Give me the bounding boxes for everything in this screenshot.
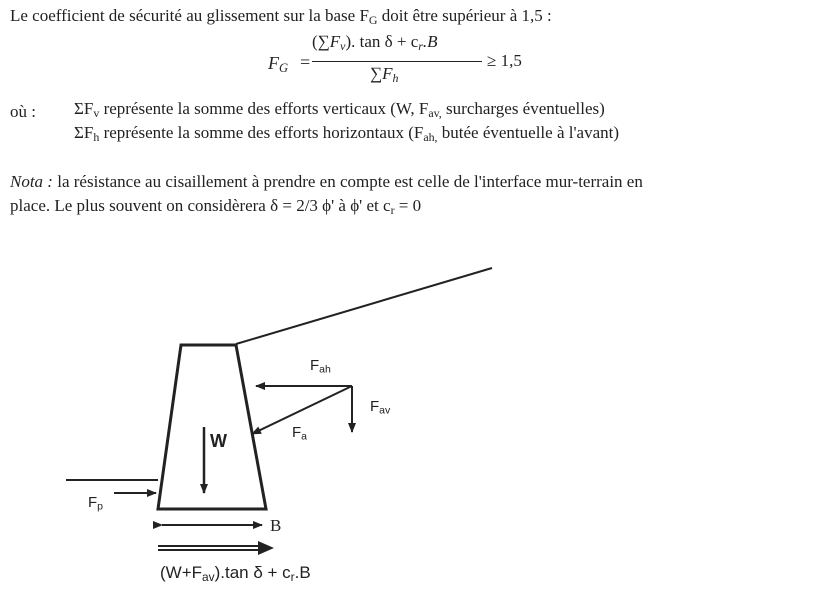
num-sigma: (∑	[312, 32, 330, 51]
den-f: F	[382, 64, 393, 83]
ou-l1-mid: représente la somme des efforts verticaux (W, F	[99, 99, 429, 118]
den-sigma: ∑	[370, 64, 383, 83]
label-fav-sub: av	[379, 404, 391, 417]
nota-end: = 0	[394, 196, 422, 215]
ou-l2-sub2: ah,	[423, 129, 438, 144]
resistance-arrowhead	[258, 541, 274, 555]
formula-lhs-sub: G	[279, 61, 289, 76]
ou-l2-end: butée éventuelle à l'avant)	[437, 123, 620, 142]
ou-l2-pre: ΣF	[74, 123, 94, 142]
label-fah	[310, 357, 331, 376]
label-fp-sub: p	[97, 500, 104, 513]
num-c-sub: r	[418, 38, 423, 53]
formula-inequality: ≥ 1,5	[487, 51, 522, 70]
label-fav-f: F	[370, 398, 380, 415]
intro-end: doit être supérieur à 1,5 :	[377, 6, 552, 25]
nota-sub: r	[390, 202, 395, 217]
ou-l1-sub2: av,	[428, 105, 442, 120]
formula-lhs-f: F	[268, 53, 279, 73]
label-fa-f: F	[292, 424, 302, 441]
wall-section	[158, 345, 266, 509]
num-end: .B	[422, 32, 438, 51]
den-f-sub: h	[392, 70, 399, 85]
num-f-sub: v	[340, 38, 346, 53]
label-resistance	[160, 563, 311, 584]
res-mid: ).tan δ + c	[214, 563, 291, 582]
num-f: F	[329, 32, 341, 51]
label-fah-f: F	[310, 357, 320, 374]
ou-l2-mid: représente la somme des efforts horizontaux (F	[99, 123, 424, 142]
ou-label: où :	[10, 102, 36, 121]
res-sub2: r	[290, 569, 295, 584]
res-sub: av	[202, 569, 215, 584]
nota-text-2: place. Le plus souvent on considèrera δ = 2/3 ϕ' à ϕ' et c	[10, 196, 391, 215]
nota-label: Nota :	[10, 172, 53, 191]
label-fp-f: F	[88, 494, 98, 511]
label-b: B	[270, 516, 282, 535]
ou-l1-end: surcharges éventuelles)	[441, 99, 605, 118]
intro-text: Le coefficient de sécurité au glissement sur la base F	[10, 6, 369, 25]
num-rest: ). tan δ + c	[345, 32, 419, 51]
intro-sub: G	[368, 12, 378, 27]
label-fah-sub: ah	[319, 363, 331, 376]
res-pre: (W+F	[160, 563, 203, 582]
ou-l1-sub: v	[93, 105, 100, 120]
ground-slope-line	[236, 268, 492, 344]
nota-text-1: la résistance au cisaillement à prendre en compte est celle de l'interface mur-terrain en	[52, 172, 643, 191]
label-fp	[88, 494, 103, 513]
label-w: W	[210, 431, 227, 451]
label-fav	[370, 398, 390, 417]
res-end: .B	[294, 563, 311, 582]
ou-l1-pre: ΣF	[74, 99, 94, 118]
formula-equals: =	[300, 52, 311, 72]
ou-l2-sub: h	[93, 129, 100, 144]
label-fa	[292, 424, 307, 443]
label-fa-sub: a	[301, 430, 308, 443]
